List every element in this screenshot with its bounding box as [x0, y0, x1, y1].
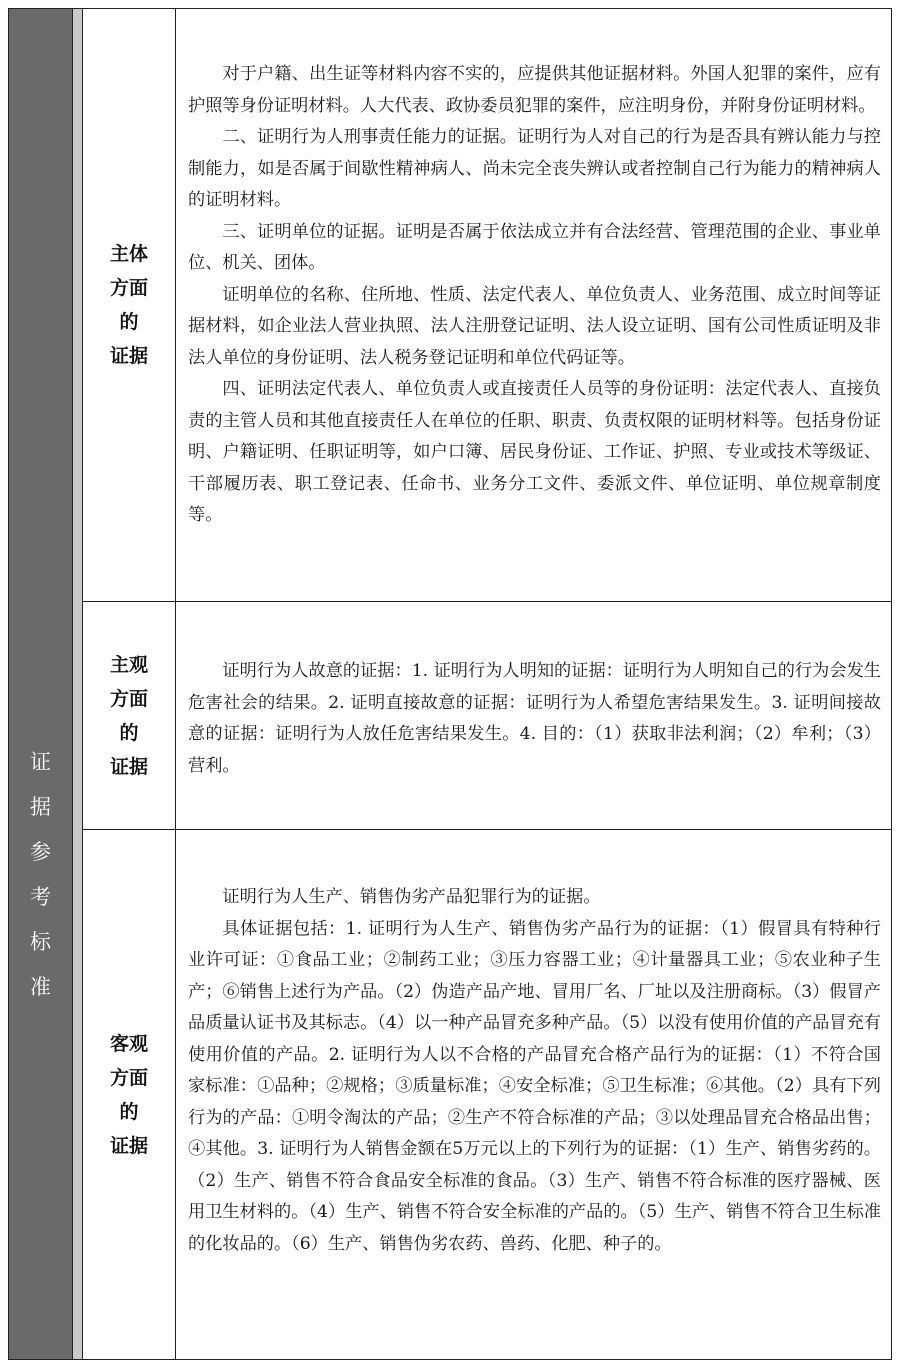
- paragraph: 证明行为人故意的证据：1. 证明行为人明知的证据：证明行为人明知自己的行为会发生危害社会的结果。2. 证明直接故意的证据：证明行为人希望危害结果发生。3. 证明间接故意的证据：证明行为人放任危害结果发生。4. 目的：（1）获取非法利润；（2）牟利；（3）营利。: [188, 661, 881, 776]
- category-cell: [83, 602, 176, 829]
- side-label-char: 准: [30, 974, 51, 999]
- category-label: [110, 1027, 148, 1163]
- table-row-objective: [83, 830, 891, 1359]
- category-cell: [83, 830, 176, 1359]
- evidence-table-frame: [8, 8, 892, 1360]
- category-line: 的: [119, 1100, 139, 1123]
- side-label-char: 证: [30, 749, 51, 774]
- content-cell: [176, 602, 891, 829]
- category-line: 证据: [109, 345, 148, 367]
- paragraph: 具体证据包括：1. 证明行为人生产、销售伪劣产品行为的证据：（1）假冒具有特种行业许可证：①食品工业；②制药工业；③压力容器工业；④计量器具工业；⑤农业种子生产；⑥销售上述行为产品。（2）伪造产品产地、冒用厂名、厂址以及注册商标。（3）假冒产品质量认证书及其标志。（4）以一种产品冒充多种产品。（5）以没有使用价值的产品冒充有使用价值的产品。2. 证明行为人以不合格的产品冒充合格产品行为的证据：（1）不符合国家标准：①品种；②规格；③质量标准；④安全标准；⑤卫生标准；⑥其他。（2）具有下列行为的产品：①明令淘汰的产品；②生产不符合标准的产品；③以处理品冒充合格品出售；④其他。3. 证明行为人销售金额在5万元以上的下列行为的证据：（1）生产、销售劣药的。（2）生产、销售不符合食品安全标准的食品。（3）生产、销售不符合标准的医疗器械、医用卫生材料的。（4）生产、销售不符合安全标准的产品的。（5）生产、销售不符合卫生标准的化妆品的。（6）生产、销售伪劣农药、兽药、化肥、种子的。: [188, 918, 881, 1254]
- paragraph: 证明行为人生产、销售伪劣产品犯罪行为的证据。: [222, 887, 601, 907]
- content-cell: [176, 830, 891, 1359]
- paragraph: 对于户籍、出生证等材料内容不实的，应提供其他证据材料。外国人犯罪的案件，应有护照等身份证明材料。人大代表、政协委员犯罪的案件，应注明身份，并附身份证明材料。: [188, 64, 881, 116]
- category-line: 方面: [109, 1066, 148, 1089]
- category-line: 主体: [109, 243, 148, 265]
- side-label: [30, 748, 51, 1001]
- category-line: 证据: [109, 755, 148, 778]
- side-label-char: 标: [30, 929, 51, 954]
- category-line: 的: [119, 311, 139, 333]
- category-label: [110, 237, 148, 373]
- paragraph: 二、证明行为人刑事责任能力的证据。证明行为人对自己的行为是否具有辨认能力与控制能力，如是否属于间歇性精神病人、尚未完全丧失辨认或者控制自己行为能力的精神病人的证明材料。: [188, 127, 881, 210]
- paragraph: 证明单位的名称、住所地、性质、法定代表人、单位负责人、业务范围、成立时间等证据材料，如企业法人营业执照、法人注册登记证明、法人设立证明、国有公司性质证明及非法人单位的身份证明、法人税务登记证明和单位代码证等。: [188, 284, 881, 368]
- content-cell: [176, 9, 891, 601]
- table-row-subject: [83, 9, 891, 602]
- category-label: [110, 648, 148, 784]
- side-stripe: [73, 9, 83, 1359]
- side-label-char: 考: [30, 884, 51, 909]
- category-line: 主观: [109, 653, 148, 676]
- category-cell: [83, 9, 176, 601]
- paragraph: 四、证明法定代表人、单位负责人或直接责任人员等的身份证明：法定代表人、直接负责的主管人员和其他直接责任人在单位的任职、职责、负责权限的证明材料等。包括身份证明、户籍证明、任职证明等，如户口簿、居民身份证、工作证、护照、专业或技术等级证、干部履历表、职工登记表、任命书、业务分工文件、委派文件、单位证明、单位规章制度等。: [188, 379, 881, 525]
- side-label-char: 据: [30, 794, 51, 819]
- category-line: 客观: [109, 1032, 148, 1055]
- side-label-char: 参: [30, 839, 51, 864]
- side-label-column: [9, 9, 73, 1359]
- category-line: 方面: [109, 277, 148, 299]
- category-line: 的: [119, 721, 139, 744]
- paragraph: 三、证明单位的证据。证明是否属于依法成立并有合法经营、管理范围的企业、事业单位、机关、团体。: [188, 221, 881, 273]
- table-row-subjective: [83, 602, 891, 830]
- evidence-table: [83, 9, 891, 1359]
- category-line: 证据: [109, 1134, 148, 1157]
- category-line: 方面: [109, 687, 148, 710]
